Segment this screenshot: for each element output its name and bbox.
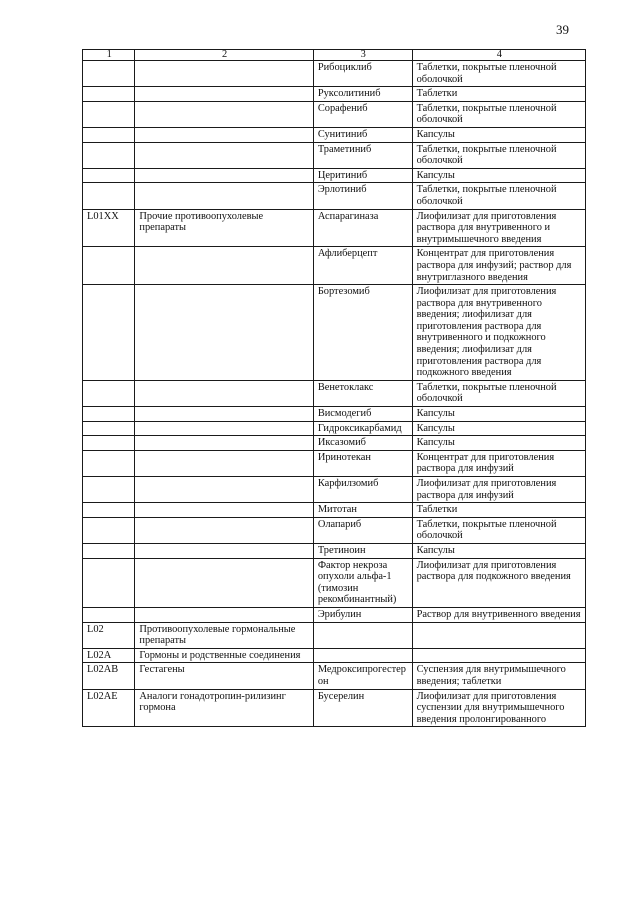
- cell-group-name: [135, 436, 313, 451]
- table-row: [83, 689, 586, 727]
- cell-group-name: [135, 61, 313, 87]
- cell-drug-name: Медроксипрогестерон: [313, 663, 412, 689]
- table-row: [83, 648, 586, 663]
- cell-group-name: [135, 127, 313, 142]
- table-row: [83, 663, 586, 689]
- header-cell-form: 4: [412, 50, 585, 61]
- table-row: [83, 503, 586, 518]
- cell-dosage-form: [412, 622, 585, 648]
- cell-dosage-form: Таблетки, покрытые пленочной оболочкой: [412, 61, 585, 87]
- cell-group-name: [135, 477, 313, 503]
- cell-atc-code: [83, 168, 135, 183]
- cell-dosage-form: Капсулы: [412, 168, 585, 183]
- cell-drug-name: Эрлотиниб: [313, 183, 412, 209]
- table-row: [83, 142, 586, 168]
- table-row: [83, 87, 586, 102]
- cell-group-name: [135, 407, 313, 422]
- cell-atc-code: [83, 607, 135, 622]
- cell-group-name: [135, 87, 313, 102]
- table-row: [83, 380, 586, 406]
- table-row: [83, 247, 586, 285]
- cell-atc-code: [83, 380, 135, 406]
- cell-dosage-form: Лиофилизат для приготовления раствора для инфузий: [412, 477, 585, 503]
- cell-atc-code: L01XX: [83, 209, 135, 247]
- cell-group-name: Гормоны и родственные соединения: [135, 648, 313, 663]
- cell-drug-name: Церитиниб: [313, 168, 412, 183]
- cell-atc-code: [83, 450, 135, 476]
- header-cell-group: 2: [135, 50, 313, 61]
- cell-dosage-form: Таблетки, покрытые пленочной оболочкой: [412, 183, 585, 209]
- cell-dosage-form: Лиофилизат для приготовления суспензии для внутримышечного введения пролонгированного: [412, 689, 585, 727]
- cell-group-name: [135, 503, 313, 518]
- cell-drug-name: Третиноин: [313, 543, 412, 558]
- cell-atc-code: L02AE: [83, 689, 135, 727]
- cell-atc-code: [83, 142, 135, 168]
- cell-dosage-form: Капсулы: [412, 127, 585, 142]
- cell-drug-name: Траметиниб: [313, 142, 412, 168]
- cell-atc-code: [83, 127, 135, 142]
- cell-drug-name: Афлиберцепт: [313, 247, 412, 285]
- cell-group-name: Прочие противоопухолевые препараты: [135, 209, 313, 247]
- page-number: 39: [556, 22, 569, 37]
- header-cell-code: 1: [83, 50, 135, 61]
- cell-drug-name: Венетоклакс: [313, 380, 412, 406]
- cell-dosage-form: Капсулы: [412, 407, 585, 422]
- cell-drug-name: Бусерелин: [313, 689, 412, 727]
- cell-drug-name: Руксолитиниб: [313, 87, 412, 102]
- cell-drug-name: Висмодегиб: [313, 407, 412, 422]
- cell-atc-code: [83, 543, 135, 558]
- cell-group-name: [135, 517, 313, 543]
- cell-atc-code: L02A: [83, 648, 135, 663]
- table-row: [83, 622, 586, 648]
- cell-dosage-form: Лиофилизат для приготовления раствора для подкожного введения: [412, 558, 585, 607]
- cell-group-name: [135, 543, 313, 558]
- cell-drug-name: Фактор некроза опухоли альфа-1 (тимозин рекомбинантный): [313, 558, 412, 607]
- cell-group-name: [135, 558, 313, 607]
- cell-atc-code: [83, 247, 135, 285]
- cell-dosage-form: Лиофилизат для приготовления раствора для внутривенного и внутримышечного введения: [412, 209, 585, 247]
- cell-group-name: Аналоги гонадотропин-рилизинг гормона: [135, 689, 313, 727]
- cell-dosage-form: Таблетки, покрытые пленочной оболочкой: [412, 142, 585, 168]
- cell-drug-name: Олапариб: [313, 517, 412, 543]
- cell-dosage-form: Концентрат для приготовления раствора для инфузий: [412, 450, 585, 476]
- cell-atc-code: [83, 407, 135, 422]
- medication-table: [82, 49, 586, 727]
- cell-dosage-form: Таблетки, покрытые пленочной оболочкой: [412, 380, 585, 406]
- cell-dosage-form: [412, 648, 585, 663]
- cell-atc-code: [83, 477, 135, 503]
- cell-drug-name: [313, 648, 412, 663]
- cell-atc-code: [83, 436, 135, 451]
- cell-dosage-form: Таблетки, покрытые пленочной оболочкой: [412, 517, 585, 543]
- cell-group-name: [135, 421, 313, 436]
- table-row: [83, 407, 586, 422]
- cell-drug-name: Рибоциклиб: [313, 61, 412, 87]
- cell-atc-code: [83, 285, 135, 381]
- cell-dosage-form: Таблетки: [412, 87, 585, 102]
- table-row: [83, 450, 586, 476]
- cell-group-name: [135, 142, 313, 168]
- cell-group-name: [135, 183, 313, 209]
- cell-atc-code: L02AB: [83, 663, 135, 689]
- cell-atc-code: [83, 421, 135, 436]
- cell-atc-code: L02: [83, 622, 135, 648]
- table-row: [83, 607, 586, 622]
- cell-group-name: [135, 285, 313, 381]
- cell-atc-code: [83, 183, 135, 209]
- cell-dosage-form: Лиофилизат для приготовления раствора для внутривенного введения; лиофилизат для приготовления раствора для внутривенного и подкожного введения; лиофилизат для приготовления раствора для подкожного введения: [412, 285, 585, 381]
- cell-dosage-form: Таблетки: [412, 503, 585, 518]
- cell-atc-code: [83, 503, 135, 518]
- table-row: [83, 209, 586, 247]
- table-row: [83, 183, 586, 209]
- cell-dosage-form: Капсулы: [412, 543, 585, 558]
- cell-atc-code: [83, 517, 135, 543]
- table-row: [83, 127, 586, 142]
- cell-atc-code: [83, 101, 135, 127]
- cell-drug-name: Гидроксикарбамид: [313, 421, 412, 436]
- cell-drug-name: [313, 622, 412, 648]
- cell-dosage-form: Концентрат для приготовления раствора для инфузий; раствор для внутриглазного введения: [412, 247, 585, 285]
- table-row: [83, 517, 586, 543]
- cell-group-name: [135, 247, 313, 285]
- cell-group-name: [135, 101, 313, 127]
- table-row: [83, 421, 586, 436]
- table-header-row: [83, 50, 586, 61]
- cell-drug-name: Сорафениб: [313, 101, 412, 127]
- cell-drug-name: Митотан: [313, 503, 412, 518]
- cell-drug-name: Иринотекан: [313, 450, 412, 476]
- table-row: [83, 61, 586, 87]
- cell-atc-code: [83, 558, 135, 607]
- table-row: [83, 101, 586, 127]
- cell-atc-code: [83, 61, 135, 87]
- cell-drug-name: Аспарагиназа: [313, 209, 412, 247]
- cell-group-name: [135, 380, 313, 406]
- cell-drug-name: Иксазомиб: [313, 436, 412, 451]
- cell-dosage-form: Капсулы: [412, 421, 585, 436]
- table-row: [83, 543, 586, 558]
- cell-drug-name: Сунитиниб: [313, 127, 412, 142]
- table-row: [83, 285, 586, 381]
- table-row: [83, 558, 586, 607]
- table-row: [83, 477, 586, 503]
- cell-drug-name: Эрибулин: [313, 607, 412, 622]
- cell-group-name: [135, 450, 313, 476]
- cell-drug-name: Карфилзомиб: [313, 477, 412, 503]
- table-row: [83, 436, 586, 451]
- cell-group-name: Противоопухолевые гормональные препараты: [135, 622, 313, 648]
- cell-dosage-form: Раствор для внутривенного введения: [412, 607, 585, 622]
- cell-dosage-form: Суспензия для внутримышечного введения; таблетки: [412, 663, 585, 689]
- cell-dosage-form: Капсулы: [412, 436, 585, 451]
- cell-drug-name: Бортезомиб: [313, 285, 412, 381]
- cell-group-name: [135, 607, 313, 622]
- cell-dosage-form: Таблетки, покрытые пленочной оболочкой: [412, 101, 585, 127]
- table-row: [83, 168, 586, 183]
- cell-atc-code: [83, 87, 135, 102]
- cell-group-name: [135, 168, 313, 183]
- cell-group-name: Гестагены: [135, 663, 313, 689]
- header-cell-name: 3: [313, 50, 412, 61]
